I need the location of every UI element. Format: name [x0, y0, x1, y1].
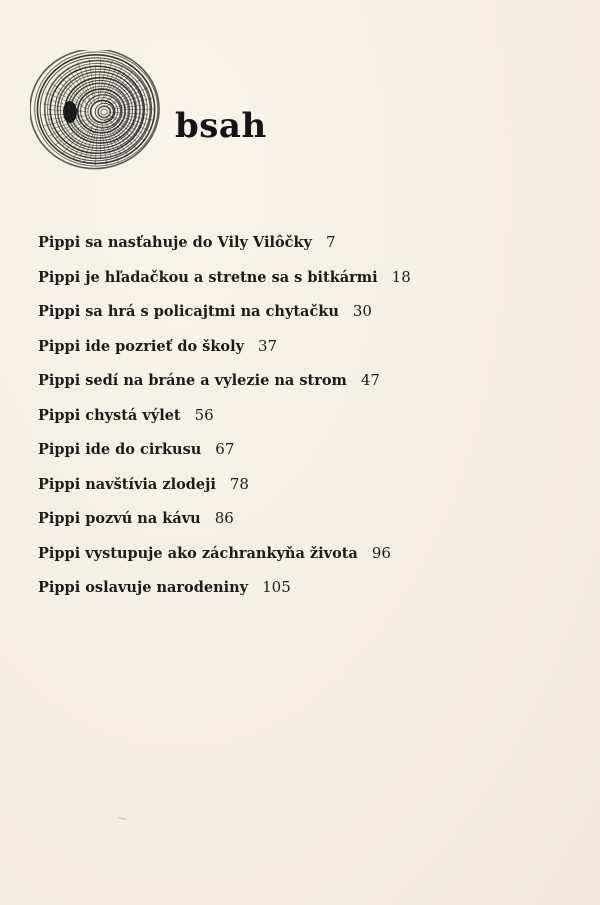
toc-entry-page-number: 7: [325, 233, 336, 251]
toc-entry-page-number: 47: [360, 371, 380, 389]
toc-entry: [38, 471, 578, 506]
toc-entry-page-number: 96: [371, 543, 391, 562]
toc-entry-title: Pippi sa nasťahuje do Vily Vilôčky: [38, 234, 312, 251]
toc-entry-page-number: 56: [194, 405, 214, 424]
toc-entry-title: Pippi pozvú na kávu: [38, 510, 201, 527]
toc-entry: [38, 540, 578, 575]
toc-entry-title: Pippi ide do cirkusu: [38, 441, 202, 458]
toc-entry: [38, 574, 578, 609]
toc-entry-page-number: 18: [391, 267, 411, 286]
toc-entry-title: Pippi ide pozrieť do školy: [38, 337, 245, 355]
toc-entry-title: Pippi navštívia zlodeji: [38, 475, 216, 493]
toc-entry: [38, 367, 578, 402]
toc-entry: [38, 402, 578, 437]
toc-entry-title: Pippi sa hrá s policajtmi na chytačku: [38, 303, 339, 320]
toc-entry: [38, 229, 578, 264]
toc-entry-title: Pippi vystupuje ako záchrankyňa života: [38, 544, 358, 562]
toc-entry-title: Pippi oslavuje narodeniny: [38, 579, 249, 596]
spiral-ornament-icon: [30, 50, 180, 175]
toc-entry-page-number: 37: [258, 336, 278, 355]
contents-heading: [30, 50, 330, 180]
toc-entry: [38, 298, 578, 333]
table-of-contents: [38, 229, 578, 609]
toc-entry-title: Pippi chystá výlet: [38, 406, 181, 424]
toc-entry-page-number: 78: [229, 474, 249, 493]
toc-entry-title: Pippi sedí na bráne a vylezie na strom: [38, 372, 347, 389]
toc-entry-page-number: 105: [262, 578, 291, 596]
toc-entry-page-number: 86: [214, 509, 234, 527]
page-title: bsah: [175, 106, 267, 146]
paper-speck: [118, 817, 127, 823]
toc-entry: [38, 333, 578, 368]
toc-entry-page-number: 30: [352, 302, 372, 320]
toc-entry: [38, 436, 578, 471]
toc-entry-page-number: 67: [215, 440, 235, 458]
toc-entry: [38, 505, 578, 540]
toc-entry-title: Pippi je hľadačkou a stretne sa s bitkármi: [38, 268, 378, 286]
toc-entry: [38, 264, 578, 299]
